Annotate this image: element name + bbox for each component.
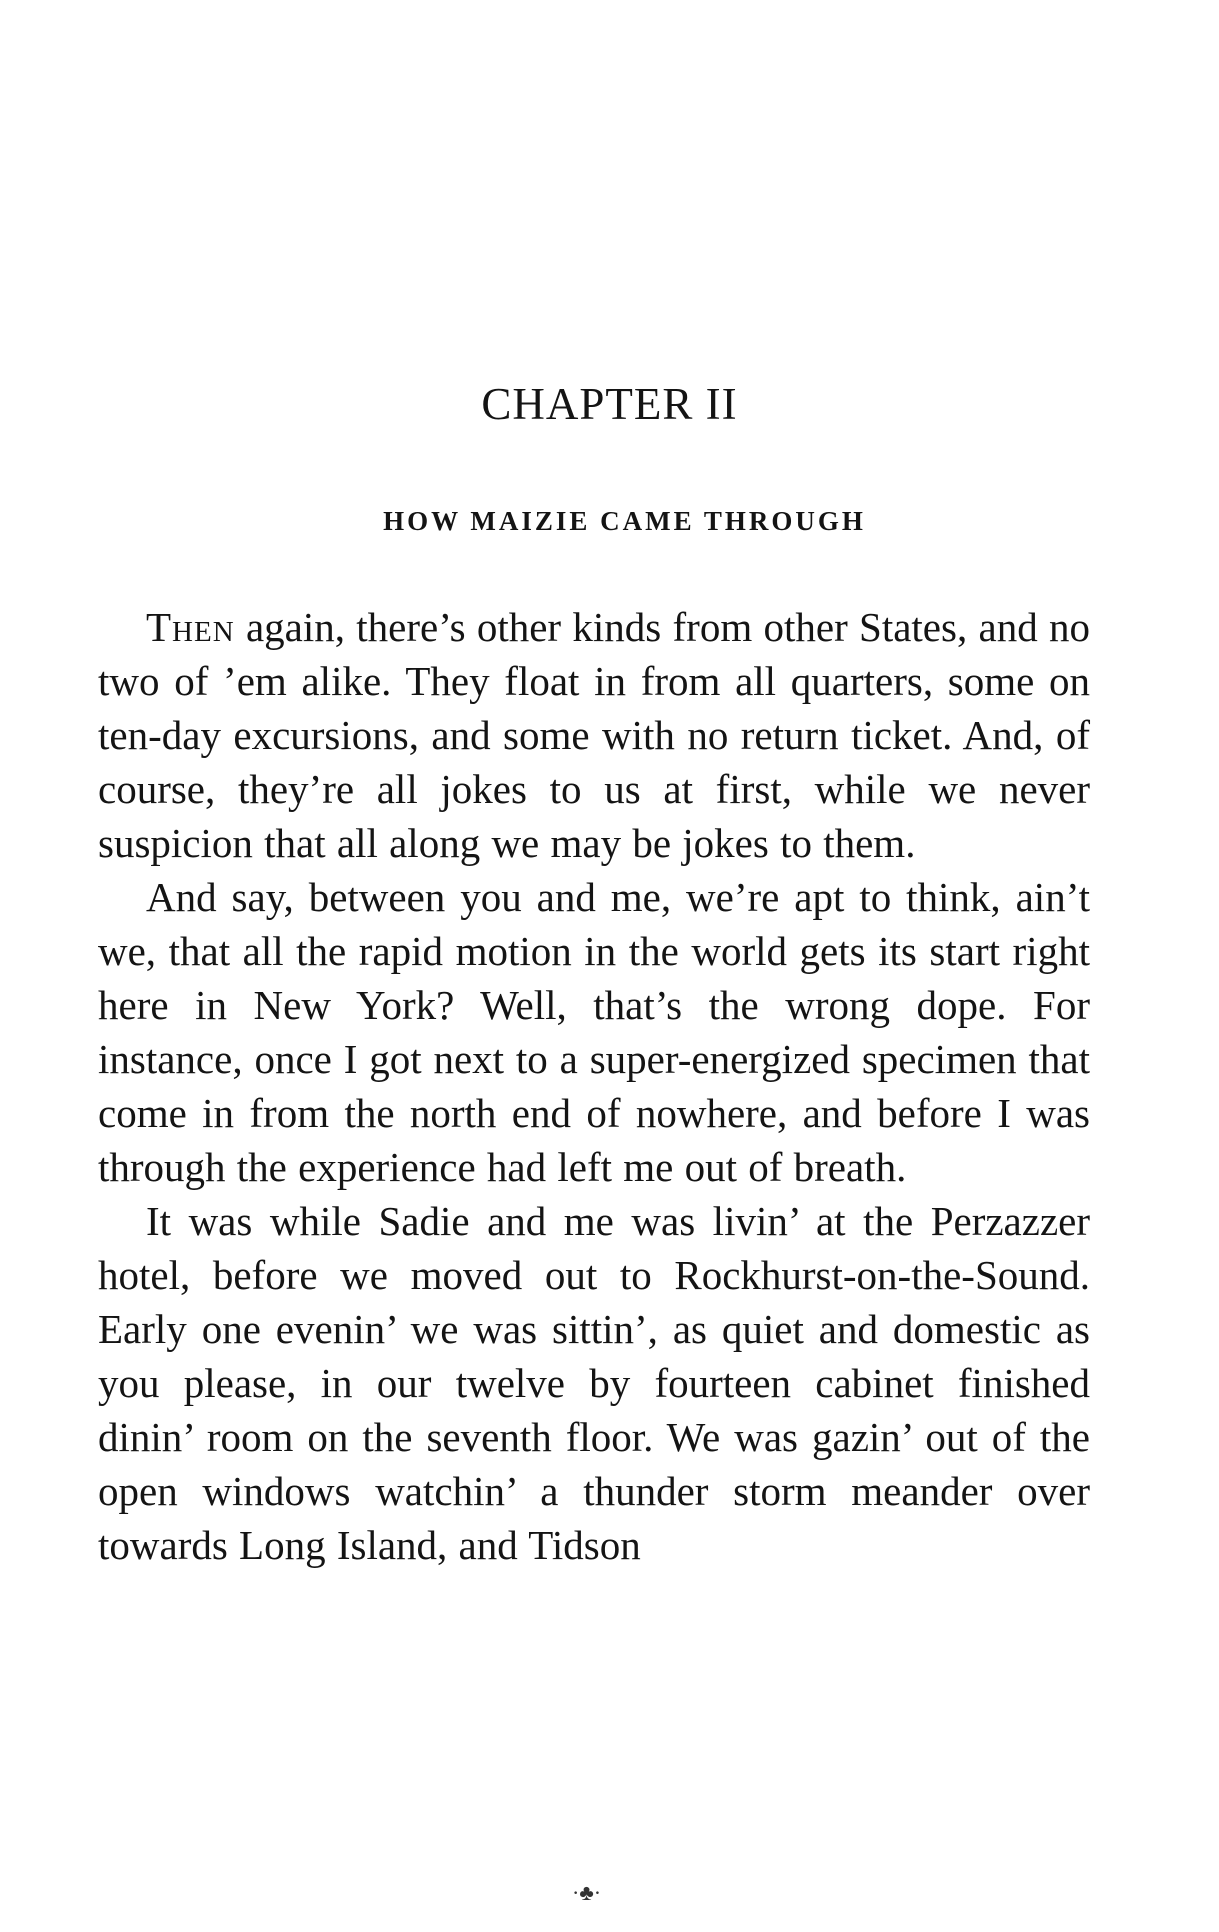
paragraph-2: And say, between you and me, we’re apt to think, ain’t we, that all the rapid motion in the world gets its start right here in New York? Well, that’s the wrong dope. For instance, once I got next to a super-energized specimen that come in from the north end of nowhere, and before I was through the experience had left me out of breath.	[98, 874, 1090, 1190]
page-ornament: ·♣·	[572, 1880, 602, 1905]
paragraph-1	[98, 600, 1090, 870]
paragraph-1-text: again, there’s other kinds from other States, and no two of ’em alike. They float in from all quarters, some on ten-day excursions, and some with no return ticket. And, of course, they’re all jokes to us at first, while we never suspicion that all along we may be jokes to them.	[98, 604, 1090, 866]
paragraph-lead-word: Then	[146, 604, 235, 650]
chapter-title: CHAPTER II	[481, 379, 738, 429]
body-text	[98, 600, 1090, 1572]
paragraph-3: It was while Sadie and me was livin’ at the Perzazzer hotel, before we moved out to Rockhurst-on-the-Sound. Early one evenin’ we was sittin’, as quiet and domestic as you please, in our twelve by fourteen cabinet finished dinin’ room on the seventh floor. We was gazin’ out of the open windows watchin’ a thunder storm meander over towards Long Island, and Tidson	[98, 1198, 1090, 1568]
chapter-subtitle: HOW MAIZIE CAME THROUGH	[383, 506, 866, 536]
